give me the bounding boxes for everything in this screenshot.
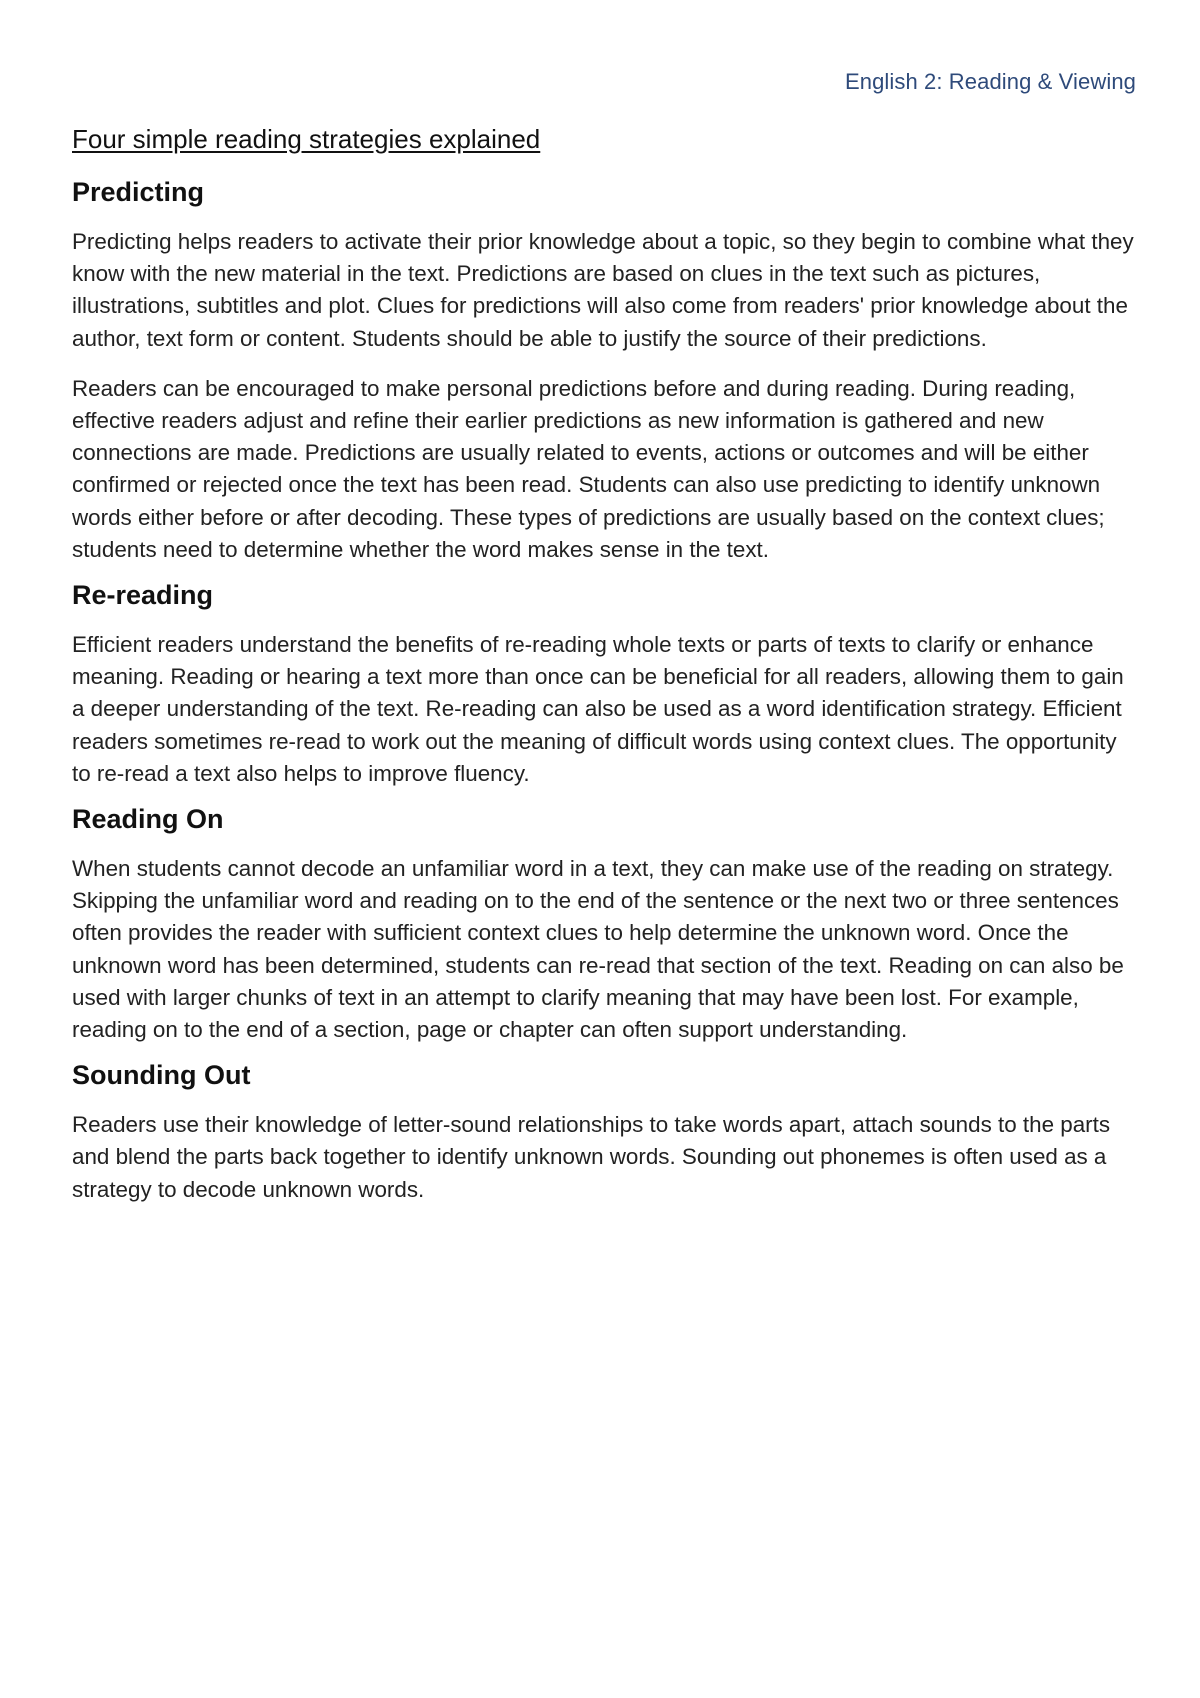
section-predicting <box>72 177 1134 566</box>
paragraph: Efficient readers understand the benefits of re-reading whole texts or parts of texts to clarify or enhance meaning. Reading or hearing a text more than once can be beneficial for all readers, allowing them to gain a deeper understanding of the text. Re-reading can also be used as a word identification strategy. Efficient readers sometimes re-read to work out the meaning of difficult words using context clues. The opportunity to re-read a text also helps to improve fluency. <box>72 632 1124 786</box>
document-title: Four simple reading strategies explained <box>72 124 541 154</box>
section-heading: Sounding Out <box>72 1060 251 1091</box>
section-heading: Re-reading <box>72 580 214 611</box>
running-header: English 2: Reading & Viewing <box>844 69 1136 94</box>
document-body <box>72 124 1134 1220</box>
section-re-reading <box>72 580 1134 790</box>
section-heading: Reading On <box>72 804 224 835</box>
paragraph: When students cannot decode an unfamiliar word in a text, they can make use of the reading on strategy. Skipping the unfamiliar word and reading on to the end of the sentence or the next two or three sentences often provides the reader with sufficient context clues to help determine the unknown word. Once the unknown word has been determined, students can re-read that section of the text. Reading on can also be used with larger chunks of text in an attempt to clarify meaning that may have been lost. For example, reading on to the end of a section, page or chapter can often support understanding. <box>72 856 1124 1043</box>
section-heading: Predicting <box>72 177 205 207</box>
section-reading-on <box>72 804 1134 1046</box>
section-sounding-out <box>72 1060 1134 1206</box>
paragraph: Readers can be encouraged to make personal predictions before and during reading. During reading, effective readers adjust and refine their earlier predictions as new information is gathered and new connections are made. Predictions are usually related to events, actions or outcomes and will be either confirmed or rejected once the text has been read. Students can also use predicting to identify unknown words either before or after decoding. These types of predictions are usually based on the context clues; students need to determine whether the word makes sense in the text. <box>72 375 1105 562</box>
paragraph: Readers use their knowledge of letter-sound relationships to take words apart, attach sounds to the parts and blend the parts back together to identify unknown words. Sounding out phonemes is often used as a strategy to decode unknown words. <box>72 1112 1111 1202</box>
paragraph: Predicting helps readers to activate their prior knowledge about a topic, so they begin to combine what they know with the new material in the text. Predictions are based on clues in the text such as pictures, illustrations, subtitles and plot. Clues for predictions will also come from readers' prior knowledge about the author, text form or content. Students should be able to justify the source of their predictions. <box>72 229 1134 351</box>
